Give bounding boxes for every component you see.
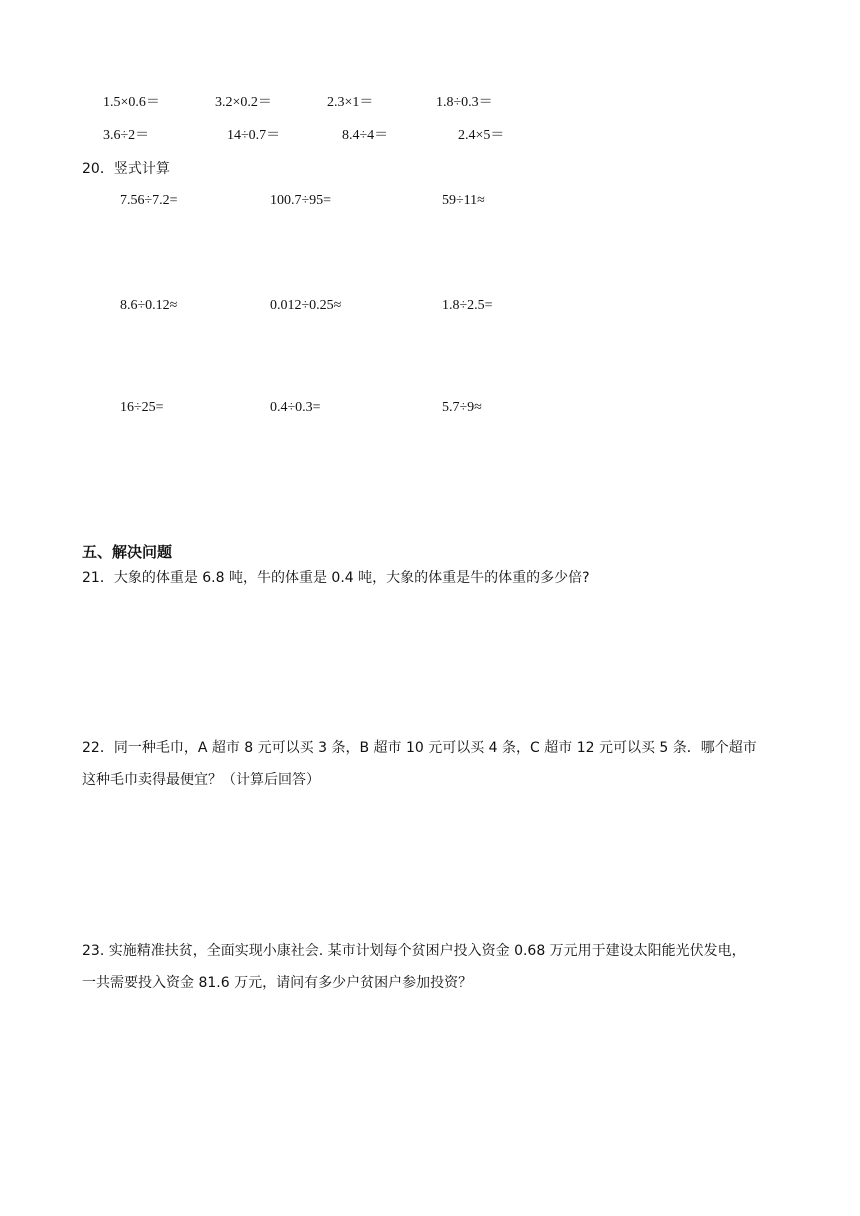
question-21: 21．大象的体重是 6.8 吨，牛的体重是 0.4 吨，大象的体重是牛的体重的多少倍? bbox=[82, 570, 590, 586]
vertical-calc-item: 5.7÷9≈ bbox=[442, 400, 482, 415]
question-22-line-2: 这种毛巾卖得最便宜？（计算后回答） bbox=[82, 772, 320, 788]
question-23-line-2: 一共需要投入资金 81.6 万元，请问有多少户贫困户参加投资？ bbox=[82, 975, 473, 991]
oral-calc-item: 8.4÷4＝ bbox=[342, 128, 389, 143]
question-20-title: 20．竖式计算 bbox=[82, 161, 170, 177]
vertical-calc-item: 16÷25= bbox=[120, 400, 164, 415]
oral-calc-item: 1.8÷0.3＝ bbox=[436, 95, 493, 110]
oral-calc-item: 3.6÷2＝ bbox=[103, 128, 150, 143]
oral-calc-item: 2.4×5＝ bbox=[458, 128, 505, 143]
oral-calc-item: 2.3×1＝ bbox=[327, 95, 374, 110]
vertical-calc-item: 0.4÷0.3= bbox=[270, 400, 321, 415]
vertical-calc-item: 0.012÷0.25≈ bbox=[270, 298, 342, 313]
question-23-line-1: 23. 实施精准扶贫，全面实现小康社会. 某市计划每个贫困户投入资金 0.68 万元用于建设太阳能光伏发电， bbox=[82, 943, 746, 959]
vertical-calc-item: 100.7÷95= bbox=[270, 193, 332, 208]
oral-calc-item: 1.5×0.6＝ bbox=[103, 95, 160, 110]
vertical-calc-item: 8.6÷0.12≈ bbox=[120, 298, 178, 313]
question-22-line-1: 22．同一种毛巾，A 超市 8 元可以买 3 条，B 超市 10 元可以买 4 条，C 超市 12 元可以买 5 条．哪个超市 bbox=[82, 740, 757, 756]
oral-calc-item: 3.2×0.2＝ bbox=[215, 95, 272, 110]
vertical-calc-item: 7.56÷7.2= bbox=[120, 193, 178, 208]
oral-calc-item: 14÷0.7＝ bbox=[227, 128, 281, 143]
vertical-calc-item: 59÷11≈ bbox=[442, 193, 485, 208]
section-heading: 五、解决问题 bbox=[82, 543, 173, 561]
vertical-calc-item: 1.8÷2.5= bbox=[442, 298, 493, 313]
